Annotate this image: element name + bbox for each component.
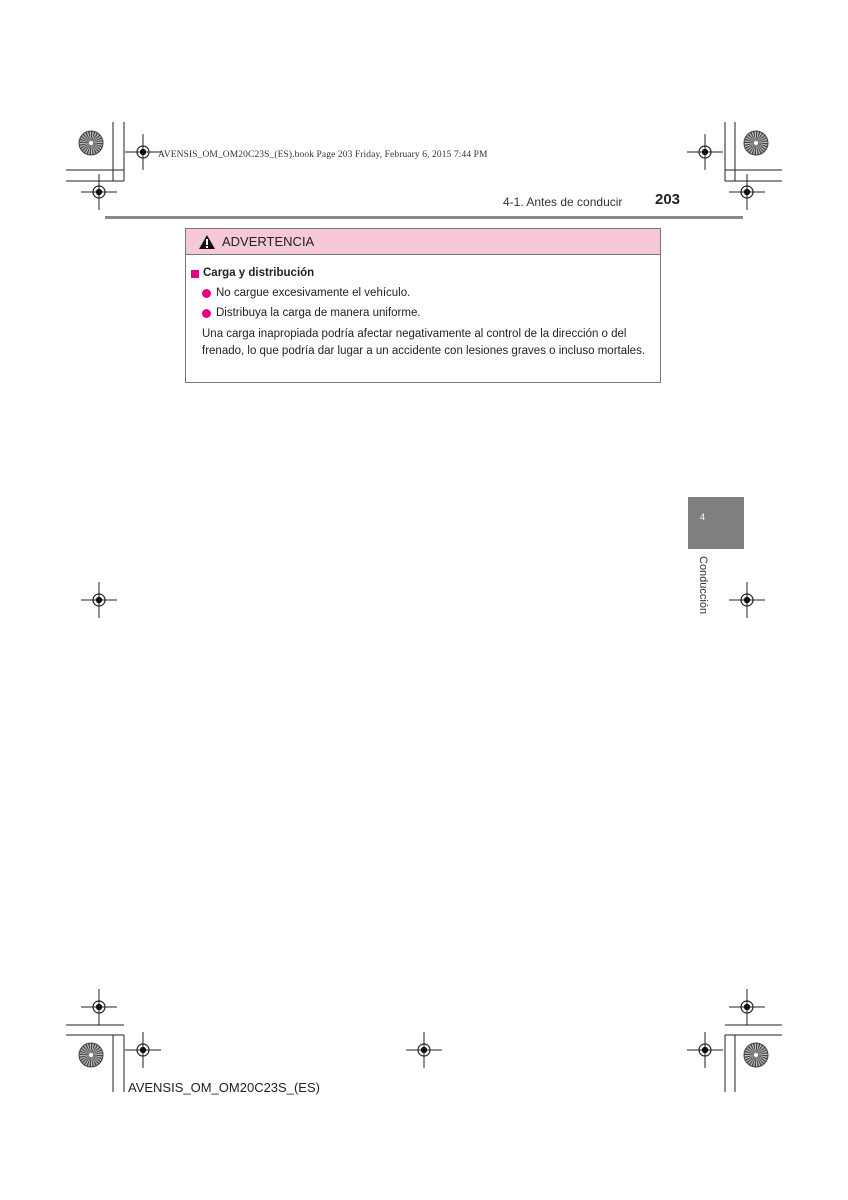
registration-mark-icon: [687, 134, 723, 170]
chapter-number: 4: [700, 512, 706, 522]
list-item-text: Distribuya la carga de manera uniforme.: [216, 307, 421, 319]
registration-mark-icon: [81, 174, 117, 210]
registration-mark-icon: [687, 1032, 723, 1068]
registration-mark-icon: [729, 582, 765, 618]
warning-paragraph: Una carga inapropiada podría afectar negativamente al control de la dirección o del frenado, lo que podría dar lugar a un accidente con lesiones graves o incluso mortales.: [202, 328, 646, 357]
chapter-label: Conducción: [697, 556, 709, 615]
registration-mark-icon: [125, 134, 161, 170]
registration-mark-icon: [81, 989, 117, 1025]
warning-subheading-text: Carga y distribución: [203, 267, 315, 279]
registration-mark-icon: [125, 1032, 161, 1068]
registration-mark-icon: [729, 989, 765, 1025]
color-wheel-icon: [744, 1043, 768, 1067]
warning-title: ADVERTENCIA: [222, 234, 315, 249]
color-wheel-icon: [79, 131, 103, 155]
section-title: 4-1. Antes de conducir: [503, 195, 623, 209]
registration-mark-icon: [81, 582, 117, 618]
footer-code: AVENSIS_OM_OM20C23S_(ES): [128, 1080, 320, 1095]
print-header: AVENSIS_OM_OM20C23S_(ES).book Page 203 Friday, February 6, 2015 7:44 PM: [158, 150, 488, 160]
color-wheel-icon: [79, 1043, 103, 1067]
page-number: 203: [655, 191, 681, 208]
registration-mark-icon: [729, 174, 765, 210]
color-wheel-icon: [744, 131, 768, 155]
list-item-text: No cargue excesivamente el vehículo.: [216, 287, 411, 299]
registration-mark-icon: [406, 1032, 442, 1068]
